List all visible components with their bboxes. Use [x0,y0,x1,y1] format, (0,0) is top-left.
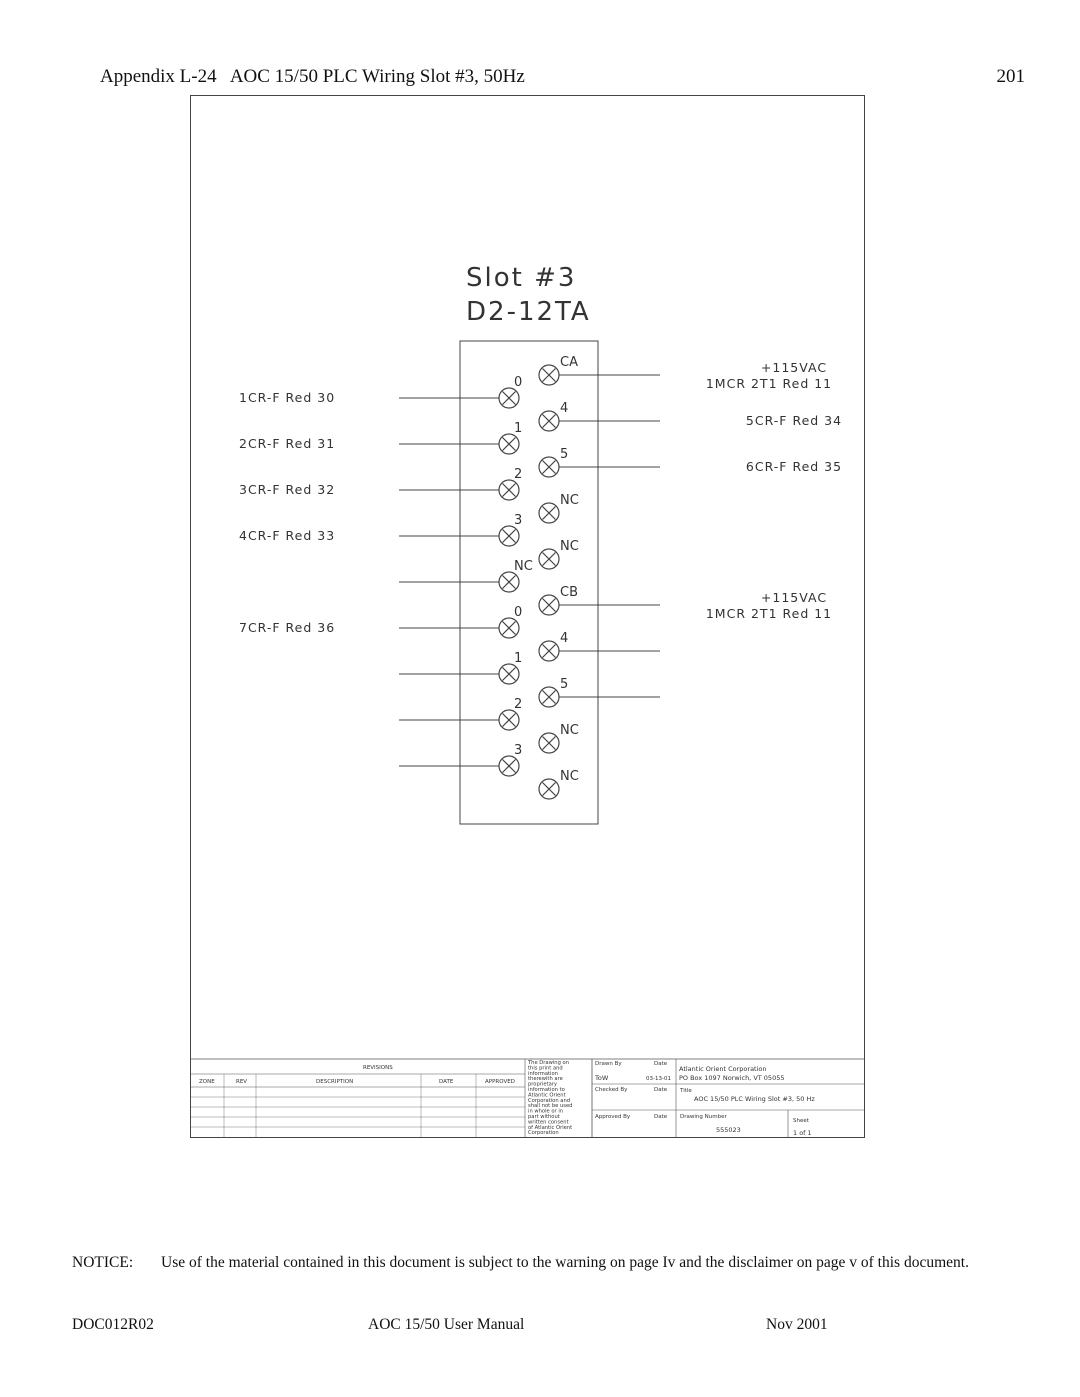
screw-terminal-icon [539,733,559,753]
wire-label-left: 2CR-F Red 31 [239,436,336,451]
terminal-number-left: NC [514,559,533,574]
proprietary-notice [527,1060,572,1136]
proprietary-notice-line: information [528,1070,558,1077]
screw-terminal-icon [499,710,519,730]
terminal-number-left: 0 [514,605,523,620]
wire-label-right-secondary: 1MCR 2T1 Red 11 [705,376,833,391]
checked-date-label: Date [654,1087,668,1093]
proprietary-notice-line: in whole or in [528,1108,564,1115]
terminal-number-right: CB [560,585,578,600]
terminal-number-left: 1 [514,651,523,666]
company-address: PO Box 1097 Norwich, VT 05055 [679,1074,785,1082]
col-approved: APPROVED [485,1079,515,1085]
terminal-number-right: 4 [560,631,569,646]
page-number: 201 [996,66,1025,87]
sheet-value: 1 of 1 [793,1129,812,1137]
proprietary-notice-line: proprietary [528,1081,557,1088]
terminal-number-left: 3 [514,743,523,758]
screw-terminal-icon [499,480,519,500]
terminal-number-right: 5 [560,677,569,692]
terminal-number-right: NC [560,769,579,784]
appendix-title: Appendix L-24 AOC 15/50 PLC Wiring Slot #3, 50Hz [100,66,525,87]
screw-terminal-icon [539,641,559,661]
screw-terminal-icon [539,365,559,385]
proprietary-notice-line: therewith are [528,1076,563,1083]
screw-terminal-icon [499,572,519,592]
screw-terminal-icon [539,687,559,707]
drawing-number: 555023 [716,1126,741,1134]
wire-label-left: 3CR-F Red 32 [239,482,336,497]
drawing-number-label: Drawing Number [680,1114,727,1120]
proprietary-notice-line: of Atlantic Orient [528,1124,573,1131]
terminal-number-right: 4 [560,401,569,416]
proprietary-notice-line: Corporation and [528,1097,571,1104]
screw-terminal-icon [499,434,519,454]
proprietary-notice-line: this print and [528,1065,563,1072]
proprietary-notice-line: The Drawing on [528,1060,569,1066]
drawn-by-label: Drawn By [595,1061,622,1067]
screw-terminal-icon [539,411,559,431]
module-name: D2-12TA [466,297,591,327]
col-description: DESCRIPTION [316,1079,354,1085]
wire-label-right: +115VAC [760,590,828,605]
title-block [191,1059,864,1137]
col-rev: REV [236,1079,248,1085]
footer-date: Nov 2001 [766,1316,828,1333]
approved-date-label: Date [654,1114,668,1120]
proprietary-notice-line: Corporation [528,1130,559,1137]
screw-terminal-icon [499,618,519,638]
doc-id: DOC012R02 [72,1316,154,1333]
screw-terminal-icon [539,503,559,523]
drawn-date-label: Date [654,1061,668,1067]
col-zone: ZONE [199,1079,215,1085]
sheet-label: Sheet [793,1118,809,1124]
screw-terminal-icon [499,756,519,776]
wire-label-right: 6CR-F Red 35 [745,459,843,474]
terminal-number-right: CA [560,355,578,370]
approved-by-label: Approved By [595,1114,631,1120]
screw-terminal-icon [539,549,559,569]
terminal-number-left: 1 [514,421,523,436]
company-name: Atlantic Orient Corporation [679,1065,767,1073]
wire-label-left: 4CR-F Red 33 [239,528,336,543]
terminal-number-left: 0 [514,375,523,390]
drawing-title: AOC 15/50 PLC Wiring Slot #3, 50 Hz [694,1095,815,1103]
screw-terminal-icon [539,779,559,799]
wire-label-right: 5CR-F Red 34 [745,413,843,428]
drawn-by-value: ToW [595,1074,609,1082]
wire-label-right-secondary: 1MCR 2T1 Red 11 [705,606,833,621]
screw-terminal-icon [499,526,519,546]
proprietary-notice-line: written consent [528,1119,569,1126]
terminal-number-left: 2 [514,467,523,482]
terminal-number-left: 3 [514,513,523,528]
title-label: Title [680,1088,692,1094]
drawing-frame [190,95,865,1138]
notice-text: Use of the material contained in this document is subject to the warning on page Iv and the disclaimer on page v of this document. [161,1254,969,1271]
manual-name: AOC 15/50 User Manual [368,1316,525,1333]
page-header [100,66,1025,96]
terminal-number-right: NC [560,723,579,738]
screw-terminal-icon [499,388,519,408]
screw-terminal-icon [539,595,559,615]
wiring-schematic [191,96,864,1137]
notice-label: NOTICE: [72,1254,134,1271]
proprietary-notice-line: part without [528,1114,560,1120]
screw-terminal-icon [499,664,519,684]
terminal-number-left: 2 [514,697,523,712]
checked-by-label: Checked By [595,1087,628,1093]
slot-title: Slot #3 [466,263,577,293]
revisions-label: REVISIONS [363,1065,393,1071]
proprietary-notice-line: shall not be used [528,1103,573,1110]
screw-terminal-icon [539,457,559,477]
terminal-number-right: NC [560,493,579,508]
drawn-date-value: 03-13-01 [646,1076,671,1082]
proprietary-notice-line: Atlantic Orient [528,1092,566,1099]
terminal-number-right: 5 [560,447,569,462]
col-date: DATE [439,1079,454,1085]
proprietary-notice-line: information to [528,1087,565,1093]
terminal-number-right: NC [560,539,579,554]
wire-label-right: +115VAC [760,360,828,375]
wire-label-left: 1CR-F Red 30 [239,390,336,405]
wire-label-left: 7CR-F Red 36 [239,620,336,635]
